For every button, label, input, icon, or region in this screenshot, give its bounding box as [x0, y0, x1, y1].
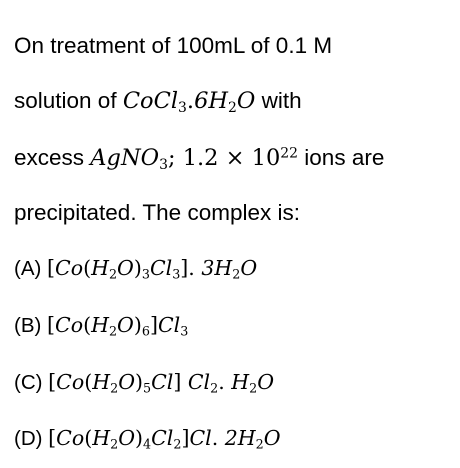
option-b[interactable]: [14, 315, 188, 337]
option-formula-c: $[Co(H_2O)_5Cl]$ $Cl_2$. $H_2O$: [48, 370, 275, 396]
question-line-4: [14, 202, 300, 225]
question-text-1: On treatment of 100mL of 0.1 M: [14, 33, 333, 58]
option-formula-d: $[Co(H_2O)_4Cl_2]Cl$. $2H_2O$: [48, 426, 281, 452]
question-text-4: precipitated. The complex is:: [14, 200, 300, 225]
option-label-b: (B): [14, 314, 42, 337]
formula-cobalt-chloride-hydrate: $CoCl_3.6H_2O$: [122, 88, 256, 116]
option-formula-b: $[Co(H_2O)_6]Cl_3$: [47, 313, 189, 339]
question-text-2b: with: [261, 88, 302, 113]
option-a[interactable]: [14, 258, 257, 280]
question-text-3a: excess: [14, 145, 85, 170]
formula-ion-count: ; $1.2 \times 10^{22}$: [167, 145, 299, 171]
option-label-d: (D): [14, 427, 43, 450]
question-line-1: [14, 35, 332, 58]
option-c[interactable]: [14, 372, 274, 394]
option-d[interactable]: [14, 428, 281, 450]
question-text-2a: solution of: [14, 88, 117, 113]
option-formula-a: $[Co(H_2O)_3Cl_3]$. $3H_2O$: [47, 256, 258, 282]
question-line-2: [14, 88, 302, 116]
option-label-a: (A): [14, 257, 42, 280]
formula-silver-nitrate: AgNO$_3$: [90, 145, 168, 173]
option-label-c: (C): [14, 371, 43, 394]
question-line-3: [14, 145, 385, 173]
question-text-3b: ions are: [304, 145, 385, 170]
